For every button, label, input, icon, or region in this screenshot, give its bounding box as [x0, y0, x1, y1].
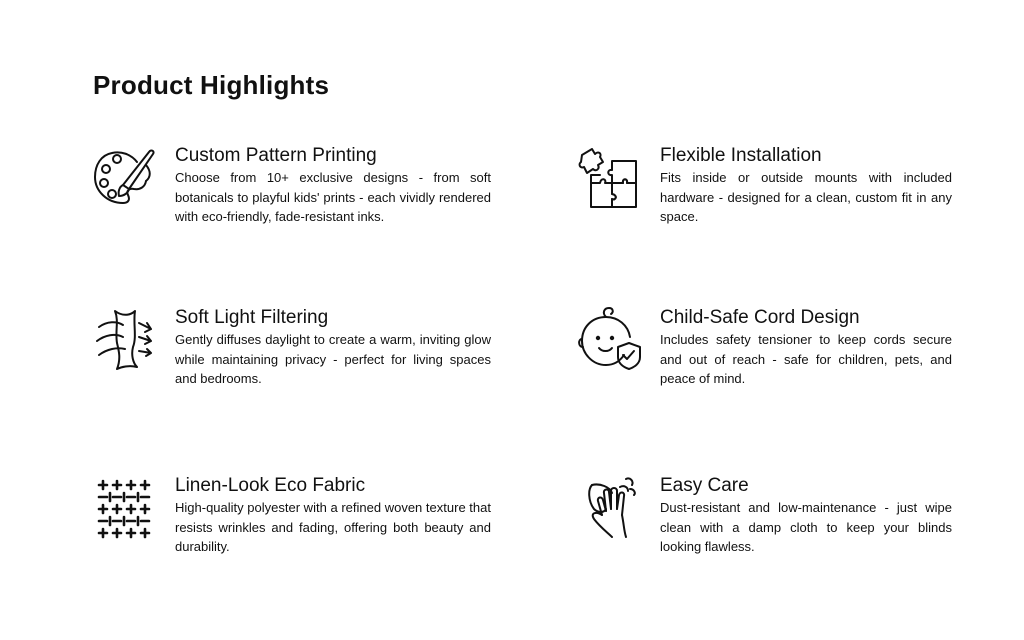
wipe-hand-icon [578, 475, 644, 541]
feature-title: Linen-Look Eco Fabric [175, 475, 366, 496]
feature-title: Child-Safe Cord Design [660, 307, 860, 328]
palette-icon [93, 145, 159, 211]
feature-description: Gently diffuses daylight to create a warm, inviting glow while maintaining privacy - perfect for living spaces and bedrooms. [175, 332, 491, 386]
feature-description: Dust-resistant and low-maintenance - just wipe clean with a damp cloth to keep your blinds looking flawless. [660, 500, 952, 554]
puzzle-icon [578, 145, 644, 211]
page-title: Product Highlights [93, 70, 330, 100]
feature-description: Choose from 10+ exclusive designs - from soft botanicals to playful kids' prints - each vividly rendered with eco-friendly, fade-resistant inks. [175, 170, 491, 224]
child-safety-icon [578, 307, 644, 373]
feature-description: High-quality polyester with a refined woven texture that resists wrinkles and fading, offering both beauty and durability. [175, 500, 491, 554]
feature-title: Soft Light Filtering [175, 307, 329, 328]
light-filter-icon [93, 307, 159, 373]
feature-title: Easy Care [660, 475, 749, 496]
feature-title: Custom Pattern Printing [175, 145, 377, 166]
feature-description: Fits inside or outside mounts with included hardware - designed for a clean, custom fit in any space. [660, 170, 952, 224]
feature-title: Flexible Installation [660, 145, 822, 166]
feature-description: Includes safety tensioner to keep cords secure and out of reach - safe for children, pets, and peace of mind. [660, 332, 952, 386]
woven-fabric-icon [93, 475, 159, 541]
